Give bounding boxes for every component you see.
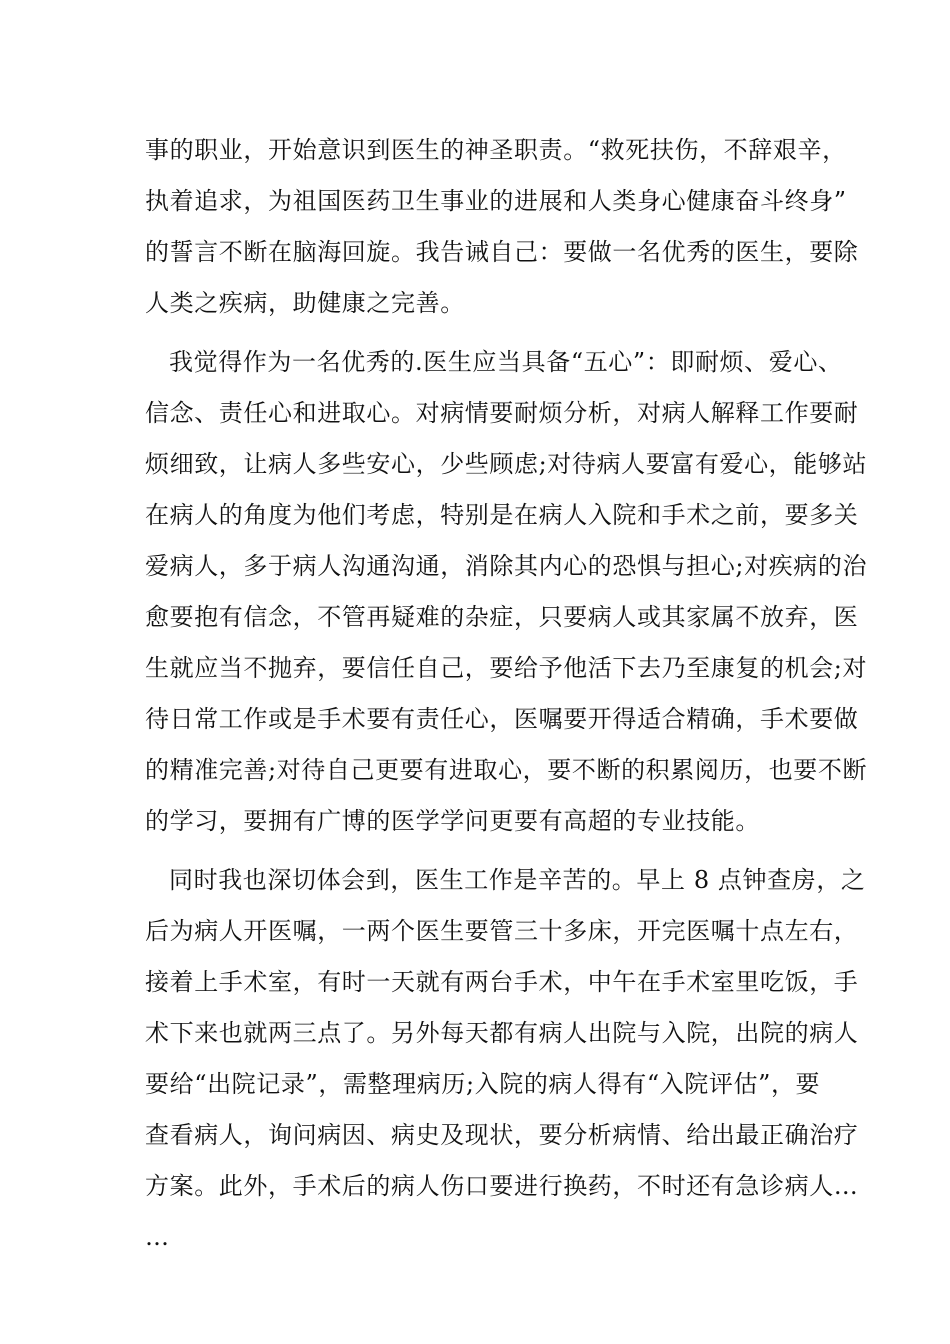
paragraph-spacer xyxy=(145,329,815,337)
text-line: 人类之疾病，助健康之完善。 xyxy=(145,289,465,317)
text-line: 待日常工作或是手术要有责任心，医嘱要开得适合精确，手术要做 xyxy=(145,705,859,733)
text-line: 接着上手术室，有时一天就有两台手术，中午在手术室里吃饭，手 xyxy=(145,968,859,996)
text-line: 在病人的角度为他们考虑，特别是在病人入院和手术之前，要多关 xyxy=(145,501,859,529)
text-line: 烦细致，让病人多些安心，少些顾虑;对待病人要富有爱心，能够站 xyxy=(145,450,868,478)
document-body xyxy=(145,125,868,1263)
text-line: 生就应当不抛弃，要信任自己，要给予他活下去乃至康复的机会;对 xyxy=(145,654,868,682)
text-line: 愈要抱有信念，不管再疑难的杂症，只要病人或其家属不放弃，医 xyxy=(145,603,859,631)
text-line: 后为病人开医嘱，一两个医生要管三十多床，开完医嘱十点左右， xyxy=(145,917,859,945)
text-line: 查看病人，询问病因、病史及现状，要分析病情、给出最正确治疗 xyxy=(145,1121,859,1149)
paragraph xyxy=(145,855,866,1263)
text-line: 术下来也就两三点了。另外每天都有病人出院与入院，出院的病人 xyxy=(145,1019,859,1047)
text-line: 信念、责任心和进取心。对病情要耐烦分析，对病人解释工作要耐 xyxy=(145,399,859,427)
text-line: … xyxy=(145,1223,170,1251)
text-line: 的学习，要拥有广博的医学学问更要有高超的专业技能。 xyxy=(145,807,760,835)
text-line: 爱病人，多于病人沟通沟通，消除其内心的恐惧与担心;对疾病的治 xyxy=(145,552,868,580)
text-line: 的精准完善;对待自己更要有进取心，要不断的积累阅历，也要不断 xyxy=(145,756,868,784)
text-line: 我觉得作为一名优秀的.医生应当具备“五心”：即耐烦、爱心、 xyxy=(169,348,843,376)
text-line: 事的职业，开始意识到医生的神圣职责。“救死扶伤，不辞艰辛， xyxy=(145,136,847,164)
paragraph xyxy=(145,337,868,847)
text-line: 同时我也深切体会到，医生工作是辛苦的。早上 8 点钟查房，之 xyxy=(169,866,866,894)
text-line: 要给“出院记录”，需整理病历;入院的病人得有“入院评估”，要 xyxy=(145,1070,821,1098)
text-line: 方案。此外，手术后的病人伤口要进行换药，不时还有急诊病人… xyxy=(145,1172,859,1200)
paragraph-spacer xyxy=(145,847,815,855)
text-line: 执着追求，为祖国医药卫生事业的进展和人类身心健康奋斗终身” xyxy=(145,187,847,215)
text-line: 的誓言不断在脑海回旋。我告诫自己：要做一名优秀的医生，要除 xyxy=(145,238,859,266)
paragraph xyxy=(145,125,859,329)
